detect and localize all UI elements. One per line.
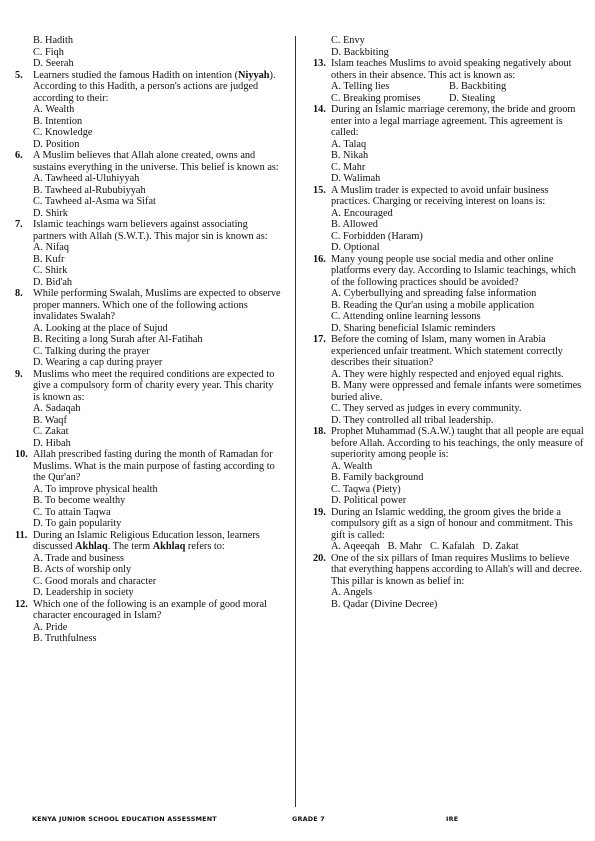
- question-number: 10.: [15, 449, 28, 460]
- question-number: 6.: [15, 150, 23, 161]
- answer-option: C. Zakat: [33, 426, 69, 437]
- continued-options: [313, 35, 585, 58]
- question-number: 8.: [15, 288, 23, 299]
- answer-option: B. Kufr: [33, 253, 65, 265]
- answer-option: C. Tawheed al-Asma wa Sifat: [33, 196, 156, 207]
- answer-option: C. To attain Taqwa: [33, 506, 111, 518]
- question-item: [313, 507, 585, 553]
- answer-option: D. Position: [33, 138, 80, 150]
- answer-option: A. Wealth: [33, 104, 75, 115]
- answer-option: D. Walimah: [331, 173, 381, 184]
- question-number: 16.: [313, 253, 326, 265]
- answer-option: D. Wearing a cap during prayer: [33, 357, 163, 368]
- question-stem: During an Islamic wedding, the groom gives the bride a compulsory gift as a sign of honour and commitment. This gift is called:: [331, 506, 573, 541]
- answer-option: B. Reading the Qur'an using a mobile application: [331, 299, 535, 311]
- answer-option: B. Allowed: [331, 219, 378, 230]
- answer-option: A. Talaq: [331, 138, 367, 150]
- question-item: [15, 288, 282, 369]
- question-number: 14.: [313, 104, 326, 115]
- question-item: [313, 104, 585, 185]
- column-divider: [295, 36, 296, 807]
- question-stem: Islam teaches Muslims to avoid speaking negatively about others in their absence. This act is known as:: [331, 58, 572, 81]
- question-item: [313, 58, 585, 104]
- question-stem: [33, 530, 282, 553]
- bold-term: Akhlaq: [75, 541, 108, 552]
- answer-option: C. They served as judges in every community.: [331, 403, 522, 414]
- question-number: 20.: [313, 552, 326, 564]
- question-stem: Which one of the following is an example of good moral character encouraged in Islam?: [33, 598, 267, 621]
- answer-option: A. To improve physical health: [33, 483, 158, 495]
- question-item: [15, 530, 282, 599]
- answer-option: B. Acts of worship only: [33, 564, 132, 575]
- answer-option: C. Shirk: [33, 265, 68, 276]
- answer-option: C. Talking during the prayer: [33, 345, 150, 357]
- question-number: 19.: [313, 506, 326, 518]
- answer-option: A. Telling lies: [331, 81, 390, 92]
- question-item: [313, 334, 585, 426]
- question-stem: Allah prescribed fasting during the month of Ramadan for Muslims. What is the main purpose of fasting according to the Qur'an?: [33, 449, 275, 483]
- question-item: [15, 150, 282, 219]
- question-number: 15.: [313, 184, 326, 196]
- stem-text: Learners studied the famous Hadith on intention (: [33, 69, 239, 81]
- left-column: [15, 35, 282, 645]
- answer-option: B. Reciting a long Surah after Al-Fatihah: [33, 334, 203, 345]
- question-stem: Before the coming of Islam, many women in Arabia experienced unfair treatment. Which statement correctly describes their situation?: [331, 334, 563, 368]
- answer-option: A. Trade and business: [33, 552, 124, 564]
- question-item: [15, 449, 282, 530]
- question-item: [15, 70, 282, 151]
- stem-text: refers to:: [185, 541, 225, 552]
- footer-grade: GRADE 7: [292, 815, 325, 823]
- answer-option: B. Intention: [33, 115, 83, 127]
- right-column: [313, 35, 585, 610]
- question-number: 5.: [15, 69, 23, 81]
- answer-option: A. Aqeeqah: [331, 541, 380, 552]
- answer-option: B. Nikah: [331, 150, 369, 161]
- question-stem: A Muslim believes that Allah alone created, owns and sustains everything in the universe. This belief is known as:: [33, 150, 279, 173]
- answer-option: B. Many were oppressed and female infants were sometimes buried alive.: [331, 380, 582, 403]
- question-number: 18.: [313, 426, 326, 437]
- answer-option: A. They were highly respected and enjoyed equal rights.: [331, 368, 564, 380]
- question-number: 7.: [15, 219, 23, 230]
- answer-option: D. Political power: [331, 495, 407, 506]
- answer-option: B. Tawheed al-Rububiyyah: [33, 184, 146, 196]
- answer-option: A. Looking at the place of Sujud: [33, 322, 168, 334]
- question-stem: [33, 70, 282, 105]
- answer-option: A. Tawheed al-Uluhiyyah: [33, 173, 140, 184]
- question-stem: Many young people use social media and other online platforms every day. According to Islamic teachings, which of the following practices should be avoided?: [331, 253, 576, 288]
- question-stem: Muslims who meet the required conditions are expected to give a compulsory form of charity every year. This charity is known as:: [33, 368, 275, 403]
- answer-option: A. Cyberbullying and spreading false information: [331, 288, 537, 299]
- question-number: 13.: [313, 58, 326, 69]
- answer-option: D. Backbiting: [331, 46, 389, 58]
- answer-option: A. Angels: [331, 587, 373, 598]
- answer-option: D. Seerah: [33, 58, 74, 69]
- answer-option: B. Mahr: [387, 541, 422, 552]
- answer-option-row: [331, 541, 585, 553]
- answer-option: A. Nifaq: [33, 242, 70, 253]
- answer-option: C. Kafalah: [429, 541, 475, 552]
- question-item: [15, 599, 282, 645]
- answer-option: A. Encouraged: [331, 207, 393, 219]
- footer-assessment-name: KENYA JUNIOR SCHOOL EDUCATION ASSESSMENT: [32, 815, 217, 823]
- answer-option: D. Bid'ah: [33, 276, 73, 288]
- question-stem: Islamic teachings warn believers against associating partners with Allah (S.W.T.). This major sin is known as:: [33, 219, 268, 242]
- question-stem: Prophet Muhammad (S.A.W.) taught that all people are equal before Allah. According to his teachings, the only measure of superiority among people is:: [331, 426, 584, 460]
- question-item: [313, 254, 585, 335]
- question-item: [313, 185, 585, 254]
- answer-option: C. Attending online learning lessons: [331, 311, 481, 322]
- answer-option: D. Zakat: [482, 541, 519, 552]
- stem-text: ). According to this Hadith, a person's actions are judged according to their:: [33, 69, 276, 104]
- answer-option: C. Envy: [331, 35, 365, 46]
- answer-option: D. To gain popularity: [33, 518, 122, 529]
- question-stem: One of the six pillars of Iman requires Muslims to believe that everything happens according to Allah's will and decree. This pillar is known as belief in:: [331, 552, 582, 587]
- question-item: [15, 369, 282, 450]
- answer-option: C. Good morals and character: [33, 575, 157, 587]
- answer-option: B. Qadar (Divine Decree): [331, 598, 438, 610]
- answer-option: A. Pride: [33, 621, 68, 633]
- answer-option: B. To become wealthy: [33, 495, 126, 506]
- answer-option: B. Family background: [331, 472, 424, 483]
- answer-option-row: [331, 93, 585, 105]
- answer-option: C. Taqwa (Piety): [331, 483, 401, 495]
- answer-option: C. Fiqh: [33, 46, 64, 58]
- answer-option: B. Hadith: [33, 35, 74, 46]
- page-footer: [0, 815, 595, 827]
- question-number: 9.: [15, 368, 23, 380]
- answer-option: D. Optional: [331, 242, 380, 253]
- answer-option: A. Wealth: [331, 460, 373, 472]
- answer-option: D. Stealing: [449, 92, 496, 104]
- answer-option: B. Truthfulness: [33, 633, 97, 644]
- footer-subject: IRE: [446, 815, 459, 823]
- question-number: 12.: [15, 598, 28, 610]
- question-item: [313, 426, 585, 507]
- question-number: 17.: [313, 334, 326, 345]
- answer-option: B. Waqf: [33, 414, 67, 426]
- bold-term: Niyyah: [238, 69, 270, 81]
- answer-option: B. Backbiting: [449, 81, 507, 92]
- question-stem: During an Islamic marriage ceremony, the bride and groom enter into a legal marriage agreement. This agreement is called:: [331, 104, 576, 138]
- question-item: [313, 553, 585, 611]
- stem-text: . The term: [107, 541, 153, 552]
- continued-options: [15, 35, 282, 70]
- question-stem: While performing Swalah, Muslims are expected to observe proper manners. Which one of the following actions invalidates Swalah?: [33, 288, 281, 322]
- answer-option: C. Breaking promises: [331, 92, 421, 104]
- answer-option: C. Mahr: [331, 161, 366, 173]
- answer-option: D. They controlled all tribal leadership.: [331, 414, 494, 426]
- answer-option: D. Shirk: [33, 207, 68, 219]
- answer-option-row: [331, 81, 585, 93]
- question-number: 11.: [15, 529, 28, 541]
- answer-option: C. Forbidden (Haram): [331, 230, 423, 242]
- answer-option: C. Knowledge: [33, 127, 93, 138]
- answer-option: D. Hibah: [33, 437, 71, 449]
- bold-term: Akhlaq: [152, 541, 186, 552]
- answer-option: D. Leadership in society: [33, 587, 134, 598]
- answer-option: A. Sadaqah: [33, 403, 81, 414]
- stem-text: During an Islamic Religious Education lesson, learners discussed: [33, 529, 260, 552]
- question-item: [15, 219, 282, 288]
- answer-option: D. Sharing beneficial Islamic reminders: [331, 322, 496, 334]
- question-stem: A Muslim trader is expected to avoid unfair business practices. Charging or receiving interest on loans is:: [331, 184, 549, 207]
